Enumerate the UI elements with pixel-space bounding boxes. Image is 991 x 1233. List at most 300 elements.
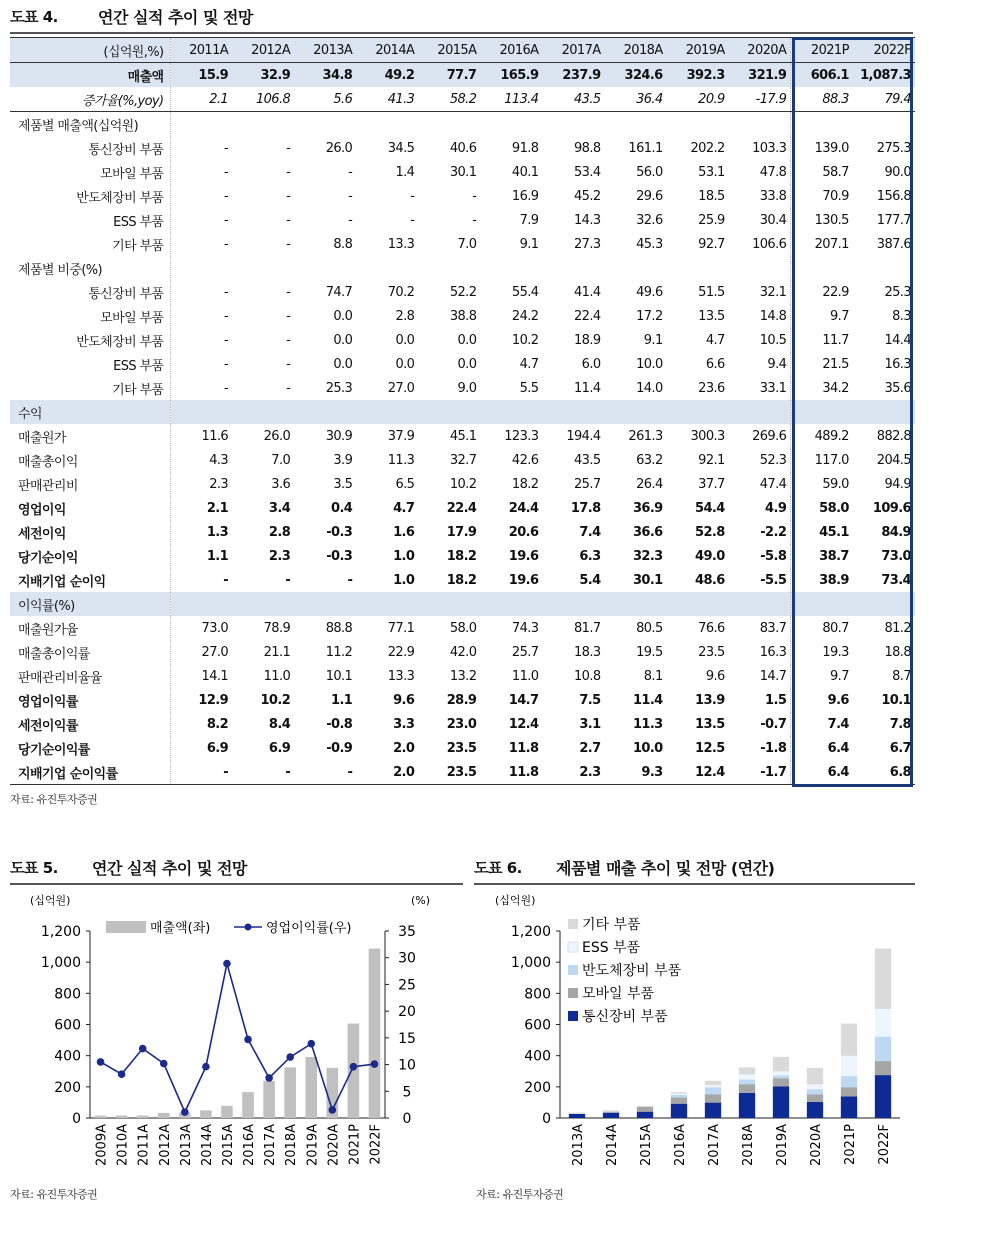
table-cell: 11.3	[632, 716, 663, 732]
stacked-bar-segment	[739, 1067, 755, 1074]
stacked-bar-segment	[807, 1068, 823, 1085]
table-cell: -	[286, 188, 291, 204]
table-cell: 17.2	[636, 308, 663, 324]
y2-tick-label: 15	[398, 1030, 416, 1047]
table-cell: 6.9	[170, 736, 232, 760]
table-cell: 23.5	[698, 644, 725, 660]
table-cell	[294, 592, 356, 616]
row-label: 영업이익	[18, 502, 66, 518]
x-tick-label: 2022F	[368, 1124, 384, 1165]
table-cell: 88.8	[325, 620, 353, 636]
legend-margin-label: 영업이익률(우)	[266, 921, 352, 936]
x-tick-label: 2009A	[94, 1124, 110, 1166]
table-cell	[480, 256, 542, 280]
table-cell: 18.2	[446, 572, 477, 588]
table-cell: 7.4	[579, 524, 601, 540]
table-cell: 25.7	[511, 644, 539, 660]
table-cell: -	[170, 160, 232, 184]
y-tick-label: 400	[524, 1048, 551, 1065]
table-cell: 2.8	[268, 524, 291, 540]
table-cell	[480, 112, 542, 137]
x-tick-label: 2020A	[809, 1124, 824, 1166]
table-cell: 16.9	[511, 188, 539, 204]
table-cell	[232, 112, 294, 137]
table-cell: 2.0	[356, 760, 418, 785]
table-cell	[542, 256, 604, 280]
table-cell: -	[170, 208, 232, 232]
table-cell: 0.0	[457, 356, 477, 372]
table-cell	[729, 400, 791, 424]
table-cell: 22.4	[574, 308, 601, 324]
left-axis-unit: (십억원)	[30, 894, 71, 907]
table-cell: 1.0	[393, 548, 415, 564]
stacked-bar-segment	[807, 1084, 823, 1089]
fig5-source: 자료: 유진투자증권	[10, 1188, 98, 1201]
x-tick-label: 2017A	[707, 1124, 722, 1166]
table-cell: 1.0	[393, 572, 415, 588]
table-row	[10, 472, 915, 496]
table-cell: -1.8	[760, 740, 787, 756]
table-cell	[853, 400, 915, 424]
row-label: 매출액	[10, 63, 170, 88]
legend-swatch	[568, 942, 578, 952]
table-cell: 882.8	[876, 428, 911, 444]
x-tick-label: 2021P	[347, 1124, 363, 1165]
table-cell: -	[286, 356, 291, 372]
table-cell: 6.0	[581, 356, 601, 372]
table-cell	[605, 112, 667, 137]
table-cell: 16.3	[759, 644, 787, 660]
table-cell: 53.1	[698, 164, 725, 180]
stacked-bar-segment	[705, 1081, 721, 1085]
table-row	[10, 544, 915, 568]
table-cell: -	[348, 188, 353, 204]
table-cell: 28.9	[446, 692, 477, 708]
table-cell: 3.9	[333, 452, 353, 468]
x-tick-label: 2016A	[242, 1124, 258, 1166]
row-label: 지배기업 순이익	[18, 574, 106, 590]
table-cell: 22.9	[791, 280, 853, 304]
table-cell: 8.3	[892, 308, 911, 324]
table-cell	[356, 112, 418, 137]
x-tick-label: 2017A	[263, 1124, 279, 1166]
table-cell: 91.8	[511, 140, 539, 156]
table-cell: 81.7	[574, 620, 601, 636]
stacked-bar-segment	[739, 1074, 755, 1079]
row-label: 영업이익률	[18, 694, 78, 710]
row-label: 매출원가	[18, 430, 66, 446]
table-cell: 13.5	[698, 308, 725, 324]
table-cell	[667, 112, 729, 137]
fig4-title: 연간 실적 추이 및 전망	[98, 8, 253, 27]
table-cell: 32.1	[759, 284, 787, 300]
table-cell: 202.2	[690, 140, 725, 156]
table-row	[10, 112, 915, 137]
table-cell: 7.8	[889, 716, 911, 732]
legend-swatch	[568, 988, 578, 998]
table-cell: 18.8	[884, 644, 911, 660]
table-cell: 53.4	[574, 164, 601, 180]
table-cell	[791, 112, 853, 137]
table-cell	[667, 256, 729, 280]
table-cell: 42.0	[449, 644, 477, 660]
table-cell: 43.5	[574, 452, 601, 468]
table-cell: 2.1	[170, 496, 232, 520]
op-margin-point	[97, 1058, 105, 1066]
table-cell: 9.3	[605, 760, 667, 785]
table-cell: 34.5	[387, 140, 415, 156]
row-label: 판매관리비율율	[18, 670, 102, 686]
revenue-bar	[137, 1116, 149, 1118]
stacked-bar-segment	[671, 1092, 687, 1093]
table-cell: -	[294, 760, 356, 785]
table-cell: 92.7	[698, 236, 725, 252]
table-cell: 70.2	[387, 284, 415, 300]
op-margin-point	[139, 1045, 147, 1053]
table-cell: 14.1	[170, 664, 232, 688]
stacked-bar-segment	[773, 1078, 789, 1086]
table-cell: 2.0	[393, 740, 415, 756]
y2-tick-label: 25	[398, 977, 416, 994]
table-cell: 49.0	[695, 548, 725, 564]
table-cell: 22.4	[446, 500, 477, 516]
x-tick-label: 2010A	[115, 1124, 131, 1166]
revenue-bar	[284, 1067, 296, 1118]
table-cell: 15.9	[170, 63, 232, 88]
table-cell: 1.1	[170, 544, 232, 568]
table-cell: 37.7	[698, 476, 725, 492]
table-cell: 9.1	[519, 236, 539, 252]
table-cell	[356, 400, 418, 424]
row-label: 세전이익	[18, 526, 66, 542]
table-cell	[480, 592, 542, 616]
table-cell: 9.6	[393, 692, 415, 708]
table-cell: 14.7	[508, 692, 539, 708]
table-cell: 3.1	[579, 716, 601, 732]
table-cell: 324.6	[605, 63, 667, 88]
table-cell: 33.1	[759, 380, 787, 396]
table-cell: 1.3	[170, 520, 232, 544]
x-tick-label: 2015A	[220, 1124, 236, 1166]
table-cell	[418, 112, 480, 137]
table-cell: 2.8	[395, 308, 415, 324]
table-row	[10, 376, 915, 400]
table-cell: 13.2	[449, 668, 477, 684]
table-row	[10, 280, 915, 304]
stacked-bar-segment	[603, 1113, 619, 1118]
table-cell: -	[170, 376, 232, 400]
table-cell: 58.7	[791, 160, 853, 184]
table-cell: 26.0	[325, 140, 353, 156]
table-cell: 79.4	[853, 87, 915, 112]
table-cell: 13.5	[695, 716, 725, 732]
table-cell	[356, 592, 418, 616]
table-cell: -	[472, 212, 477, 228]
y-tick-label: 600	[54, 1017, 81, 1034]
table-cell: 0.0	[333, 308, 353, 324]
table-cell: 45.3	[636, 236, 663, 252]
table-cell: -	[170, 232, 232, 256]
table-cell: 4.7	[393, 500, 415, 516]
table-cell: 32.6	[636, 212, 663, 228]
stacked-bar-segment	[841, 1076, 857, 1087]
table-cell	[480, 400, 542, 424]
table-cell: 51.5	[698, 284, 725, 300]
table-cell: 26.4	[636, 476, 663, 492]
table-row	[10, 712, 915, 736]
table-cell: 45.1	[449, 428, 477, 444]
stacked-bar-segment	[841, 1056, 857, 1076]
table-row	[10, 616, 915, 640]
table-cell: 40.6	[449, 140, 477, 156]
fig5-title: 연간 실적 추이 및 전망	[92, 859, 247, 878]
table-cell: 113.4	[480, 87, 542, 112]
table-cell: -	[170, 136, 232, 160]
table-cell: 52.3	[759, 452, 787, 468]
table-cell: 47.4	[759, 476, 787, 492]
legend-swatch	[568, 1011, 578, 1021]
table-cell: 4.7	[519, 356, 539, 372]
table-cell: 19.6	[508, 548, 539, 564]
table-row	[10, 424, 915, 448]
x-tick-label: 2016A	[673, 1124, 688, 1166]
table-cell: 14.4	[884, 332, 911, 348]
x-tick-label: 2013A	[571, 1124, 586, 1166]
table-cell: 49.6	[636, 284, 663, 300]
op-margin-point	[244, 1036, 252, 1044]
x-tick-label: 2011A	[136, 1124, 152, 1166]
table-cell: 13.3	[387, 668, 415, 684]
table-cell: -	[286, 212, 291, 228]
table-cell	[232, 592, 294, 616]
row-label: 제품별 매출액(십억원)	[18, 118, 139, 134]
table-cell: 2.1	[170, 87, 232, 112]
table-cell: 10.1	[881, 692, 911, 708]
table-cell: 11.7	[791, 328, 853, 352]
table-cell: 32.9	[232, 63, 294, 88]
table-cell: 4.9	[765, 500, 787, 516]
revenue-bar	[200, 1110, 212, 1118]
row-label: ESS 부품	[113, 214, 164, 230]
table-cell: 14.0	[636, 380, 663, 396]
y-tick-label: 0	[542, 1111, 551, 1127]
table-cell: 165.9	[480, 63, 542, 88]
table-cell: 92.1	[698, 452, 725, 468]
table-cell: 3.4	[268, 500, 291, 516]
table-cell: 11.4	[632, 692, 663, 708]
table-cell: 1.6	[393, 524, 415, 540]
table-cell: 275.3	[876, 140, 911, 156]
y-tick-label: 1,000	[40, 955, 81, 972]
table-cell: 48.6	[695, 572, 725, 588]
x-tick-label: 2013A	[178, 1124, 194, 1166]
table-cell: 23.5	[446, 740, 477, 756]
table-cell: 10.8	[574, 668, 601, 684]
table-cell: 3.3	[393, 716, 415, 732]
table-row	[10, 592, 915, 616]
table-cell: 16.3	[884, 356, 911, 372]
table-cell: 7.4	[791, 712, 853, 736]
row-label: 수익	[10, 400, 170, 424]
table-cell: 59.0	[791, 472, 853, 496]
table-cell: 10.0	[632, 740, 663, 756]
op-margin-point	[265, 1074, 273, 1082]
revenue-margin-chart	[0, 888, 470, 1188]
x-tick-label: 2021P	[843, 1124, 858, 1165]
table-cell: 6.4	[791, 760, 853, 785]
table-cell: 0.4	[331, 500, 353, 516]
table-cell: 19.3	[791, 640, 853, 664]
table-row	[10, 448, 915, 472]
table-cell: 23.0	[446, 716, 477, 732]
y-tick-label: 800	[54, 986, 81, 1003]
table-row	[10, 63, 915, 88]
table-row	[10, 136, 915, 160]
table-cell	[294, 256, 356, 280]
table-cell: 9.1	[643, 332, 663, 348]
right-axis-unit: (%)	[411, 894, 431, 907]
table-cell: 27.0	[170, 640, 232, 664]
legend-label: 통신장비 부품	[582, 1009, 668, 1025]
table-cell: 26.0	[263, 428, 291, 444]
table-cell: 74.7	[325, 284, 353, 300]
legend-label: 모바일 부품	[582, 986, 655, 1002]
table-cell: 25.7	[574, 476, 601, 492]
table-row	[10, 352, 915, 376]
table-cell: 77.1	[387, 620, 415, 636]
table-cell: 606.1	[791, 63, 853, 88]
table-cell: 58.0	[791, 496, 853, 520]
y2-tick-label: 10	[398, 1057, 416, 1074]
stacked-bar-segment	[875, 1075, 891, 1118]
table-cell: 45.2	[574, 188, 601, 204]
table-cell: 11.6	[170, 424, 232, 448]
table-cell	[542, 400, 604, 424]
table-cell: -17.9	[729, 87, 791, 112]
table-cell	[853, 256, 915, 280]
row-label: 매출총이익	[18, 454, 78, 470]
financial-table	[10, 37, 915, 785]
table-cell: 0.0	[395, 356, 415, 372]
table-cell: -0.3	[326, 548, 353, 564]
row-label: ESS 부품	[113, 358, 164, 374]
table-cell	[729, 256, 791, 280]
stacked-bar-segment	[773, 1075, 789, 1078]
table-cell: 0.0	[395, 332, 415, 348]
table-cell	[170, 400, 232, 424]
revenue-bar	[369, 949, 381, 1118]
table-cell: 6.3	[579, 548, 601, 564]
table-cell	[294, 112, 356, 137]
table-cell: -	[232, 760, 294, 785]
table-cell: -	[348, 164, 353, 180]
row-label: 통신장비 부품	[88, 142, 164, 158]
table-cell: 8.7	[892, 668, 911, 684]
op-margin-point	[329, 1106, 337, 1114]
header-year: 2013A	[294, 38, 356, 63]
x-tick-label: 2019A	[305, 1124, 321, 1166]
table-cell	[418, 400, 480, 424]
table-cell: 11.4	[574, 380, 601, 396]
stacked-bar-segment	[807, 1094, 823, 1101]
table-cell	[418, 256, 480, 280]
stacked-bar-segment	[671, 1095, 687, 1098]
table-cell: 12.4	[667, 760, 729, 785]
table-cell: 36.4	[605, 87, 667, 112]
table-cell: 237.9	[542, 63, 604, 88]
table-cell: 1.5	[765, 692, 787, 708]
stacked-bar-segment	[705, 1103, 721, 1118]
stacked-bar-segment	[773, 1071, 789, 1075]
stacked-bar-segment	[807, 1102, 823, 1118]
table-row	[10, 496, 915, 520]
table-cell: 17.8	[570, 500, 601, 516]
table-cell: 40.1	[511, 164, 539, 180]
table-cell: 20.6	[508, 524, 539, 540]
row-label: 모바일 부품	[100, 310, 164, 326]
table-cell: -	[170, 568, 232, 592]
table-cell: 261.3	[628, 428, 663, 444]
table-cell	[605, 256, 667, 280]
table-cell: 81.2	[884, 620, 911, 636]
y-tick-label: 200	[524, 1079, 551, 1096]
table-row	[10, 328, 915, 352]
header-year: 2019A	[667, 38, 729, 63]
table-cell	[667, 400, 729, 424]
x-tick-label: 2018A	[741, 1124, 756, 1166]
op-margin-point	[202, 1063, 210, 1071]
stacked-bar-segment	[705, 1094, 721, 1102]
table-cell: 49.2	[356, 63, 418, 88]
table-cell: 177.7	[876, 212, 911, 228]
y2-tick-label: 5	[402, 1084, 412, 1101]
table-cell: 41.4	[574, 284, 601, 300]
header-year: 2014A	[356, 38, 418, 63]
fig6-title: 제품별 매출 추이 및 전망 (연간)	[556, 859, 775, 878]
table-cell: -5.8	[760, 548, 787, 564]
table-cell: 74.3	[511, 620, 539, 636]
row-label: 기타 부품	[112, 238, 164, 254]
row-label: 반도체장비 부품	[76, 190, 164, 206]
table-cell: 12.4	[508, 716, 539, 732]
table-cell: 10.2	[260, 692, 291, 708]
table-cell: 73.4	[881, 572, 911, 588]
table-cell: 36.9	[632, 500, 663, 516]
table-cell: 3.5	[333, 476, 353, 492]
op-margin-point	[286, 1053, 294, 1061]
stacked-bar-segment	[875, 1061, 891, 1075]
table-cell: 98.8	[574, 140, 601, 156]
row-label: 반도체장비 부품	[76, 334, 164, 350]
table-cell: 117.0	[791, 448, 853, 472]
table-cell: 14.7	[759, 668, 787, 684]
stacked-bar-segment	[773, 1086, 789, 1118]
header-year: 2018A	[605, 38, 667, 63]
table-cell: 30.1	[449, 164, 477, 180]
table-cell: -	[286, 332, 291, 348]
table-cell: 33.8	[759, 188, 787, 204]
revenue-bar	[158, 1113, 170, 1118]
table-cell: 321.9	[729, 63, 791, 88]
table-cell: -	[410, 212, 415, 228]
table-cell: 25.3	[884, 284, 911, 300]
stacked-bar-segment	[569, 1114, 585, 1118]
fig5-title-bar	[10, 853, 463, 885]
legend-line-marker	[245, 924, 252, 931]
table-cell	[667, 592, 729, 616]
table-cell	[729, 592, 791, 616]
table-cell: 19.6	[508, 572, 539, 588]
